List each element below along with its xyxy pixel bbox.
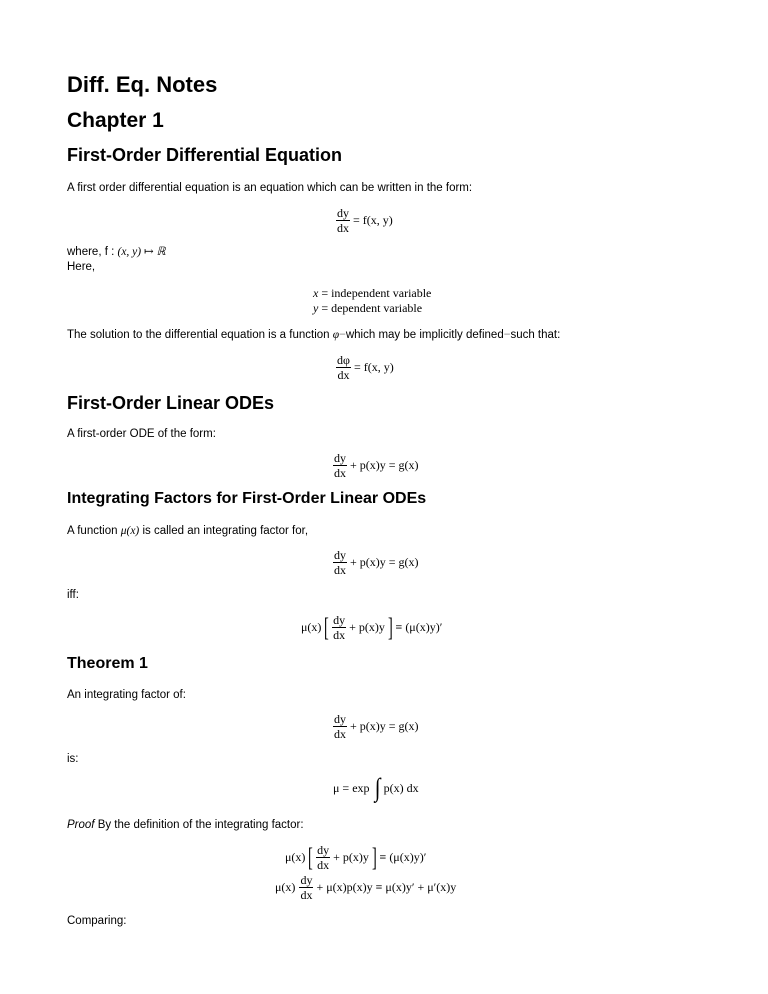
- fraction: $\frac{dy}{dx}$: [317, 843, 330, 872]
- integral-sign-icon: ∫: [374, 773, 380, 802]
- comparing-label: Comparing:: [67, 915, 127, 927]
- fraction: $\frac{d\varphi}{dx}$: [337, 353, 350, 382]
- equation-theorem-result: μ = exp ∫ p(x) dx: [333, 773, 419, 802]
- section-heading-first-order-linear: First-Order Linear ODEs: [67, 393, 275, 413]
- fraction: $\frac{dy}{dx}$: [334, 712, 346, 741]
- proof-line: Proof By the definition of the integrating factor:: [67, 819, 304, 831]
- chapter-heading: Chapter 1: [67, 109, 164, 132]
- equation-iff: μ(x) [ $\frac{dy}{dx}$ + p(x)y ] ≡ (μ(x)y)′: [301, 612, 443, 642]
- equation-proof-2: μ(x) $\frac{dy}{dx}$ + μ(x)p(x)y ≡ μ(x)y′ + μ′(x)y: [275, 873, 457, 902]
- where-math: (x, y) ↦ ℝ: [117, 246, 166, 258]
- equation-theorem-ode: $\frac{dy}{dx}$ + p(x)y = g(x): [334, 712, 419, 741]
- first-order-linear-intro: A first-order ODE of the form:: [67, 428, 216, 440]
- here-label: Here,: [67, 261, 96, 273]
- left-bracket: [: [308, 842, 314, 872]
- theorem-heading: Theorem 1: [67, 655, 148, 672]
- equation-first-order-de: $\frac{dy}{dx}$ = f(x, y): [337, 206, 393, 235]
- equation-integrating-factor-target: $\frac{dy}{dx}$ + p(x)y = g(x): [334, 548, 419, 577]
- variable-definitions: [313, 286, 431, 316]
- definition-x: x = independent variable: [313, 286, 432, 300]
- fraction: $\frac{dy}{dx}$: [334, 451, 346, 480]
- is-label: is:: [67, 753, 79, 765]
- integrating-factors-intro: A function μ(x) is called an integrating factor for,: [67, 525, 309, 537]
- proof-label: Proof: [67, 819, 95, 831]
- iff-label: iff:: [67, 589, 79, 601]
- first-order-de-intro: A first order differential equation is an equation which can be written in the form:: [67, 182, 473, 194]
- right-bracket: ]: [387, 612, 393, 642]
- section-heading-first-order-de: First-Order Differential Equation: [67, 145, 343, 165]
- equation-solution: $\frac{d\varphi}{dx}$ = f(x, y): [337, 353, 394, 382]
- left-bracket: [: [324, 612, 330, 642]
- equation-linear-ode: $\frac{dy}{dx}$ + p(x)y = g(x): [334, 451, 419, 480]
- definition-y: y = dependent variable: [313, 301, 423, 315]
- fraction: $\frac{dy}{dx}$: [300, 873, 313, 902]
- fraction: $\frac{dy}{dx}$: [337, 206, 349, 235]
- fraction: $\frac{dy}{dx}$: [333, 613, 346, 642]
- right-bracket: ]: [371, 842, 377, 872]
- document-title: Diff. Eq. Notes: [67, 72, 218, 97]
- section-heading-integrating-factors: Integrating Factors for First-Order Linear ODEs: [67, 490, 427, 507]
- theorem-intro: An integrating factor of:: [67, 689, 186, 701]
- equation-proof-1: μ(x) [ $\frac{dy}{dx}$ + p(x)y ] ≡ (μ(x)y)′: [285, 842, 427, 872]
- fraction: $\frac{dy}{dx}$: [334, 548, 346, 577]
- solution-text: The solution to the differential equation is a function φ−which may be implicitly defined−such that:: [67, 329, 561, 341]
- where-line: where, f : (x, y) ↦ ℝ: [67, 246, 166, 258]
